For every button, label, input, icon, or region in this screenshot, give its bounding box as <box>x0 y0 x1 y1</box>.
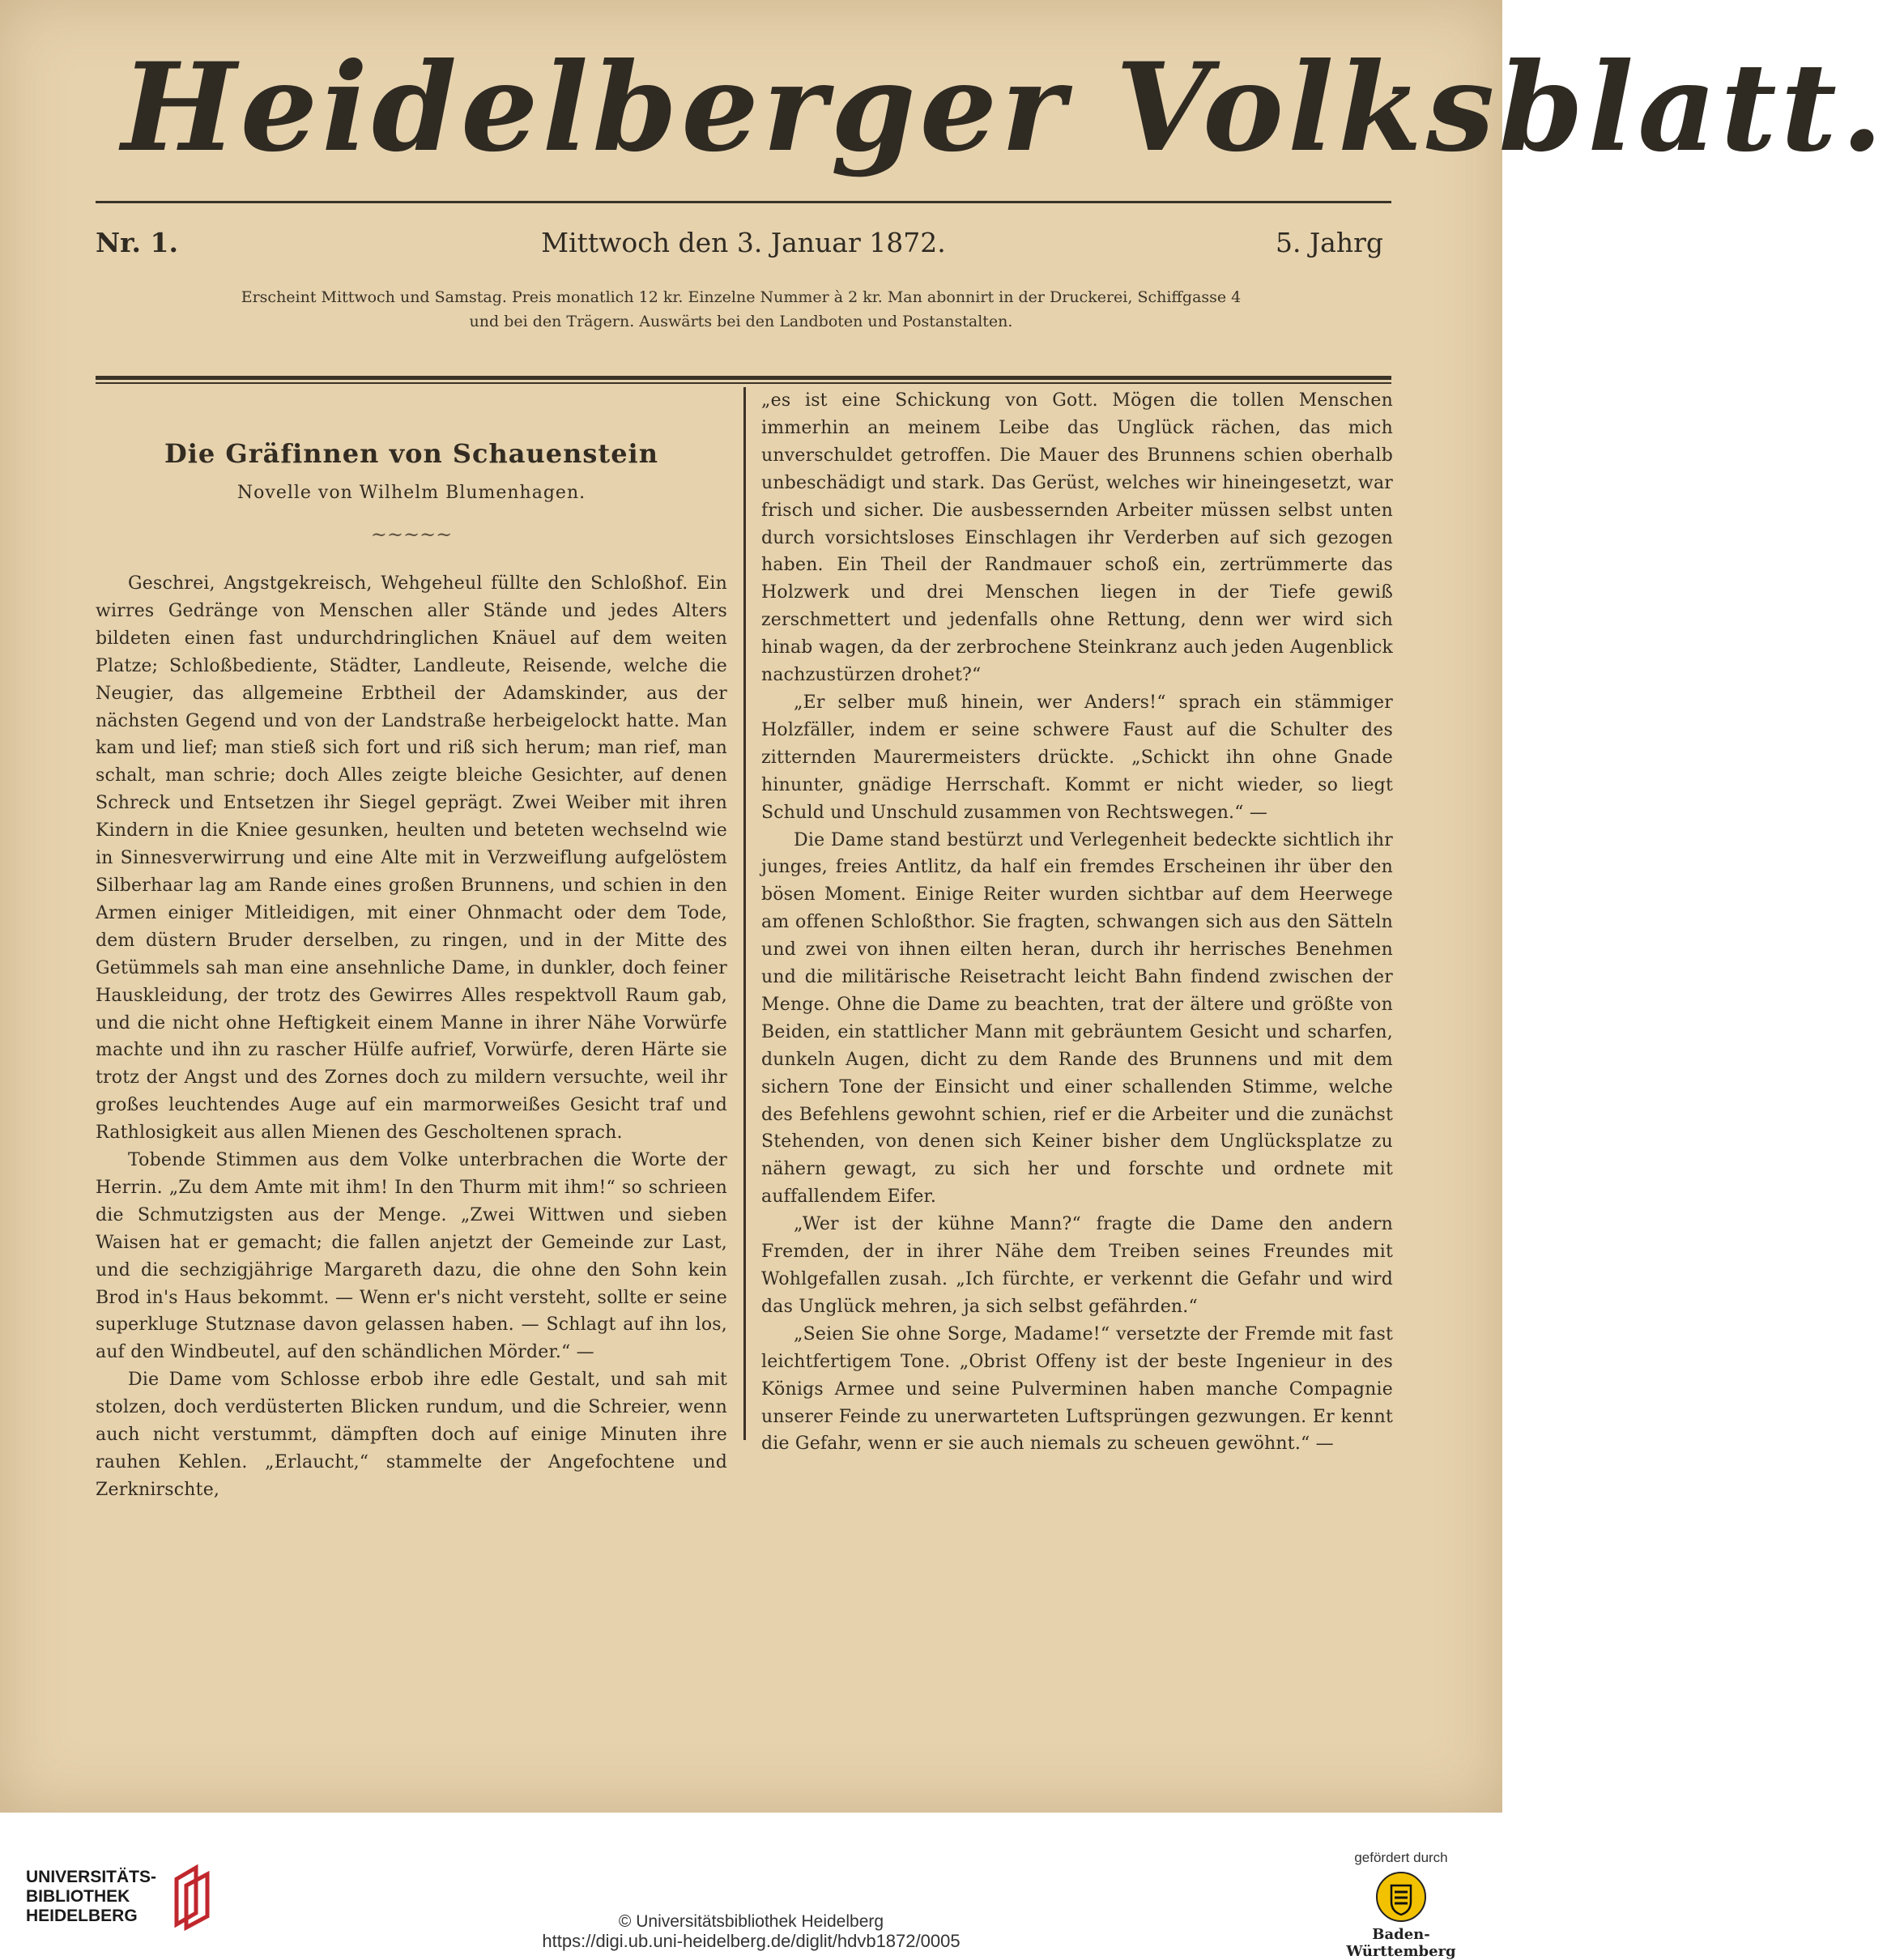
header-double-rule <box>96 376 1391 380</box>
logo-line: HEIDELBERG <box>26 1907 138 1925</box>
masthead-rule <box>96 201 1391 203</box>
paragraph: „Er selber muß hinein, wer Anders!“ sprach ein stämmiger Holzfäller, indem er seine schwere Faust auf die Schulter des zitternden Maurermeisters drückte. „Schickt ihn ohne Gnade hinunter, gnädige Herrschaft. Kommt er nicht wieder, so liegt Schuld und Unschuld zusammen von Rechtswegen.“ — <box>761 692 1393 823</box>
paragraph: „Seien Sie ohne Sorge, Madame!“ versetzte der Fremde mit fast leichtfertigem Tone. „Obrist Offeny ist der beste Ingenieur in des Königs Armee und seine Pulverminen haben manche Compagnie unserer Feinde zu unerwarteten Luftsprüngen gezwungen. Er kennt die Gefahr, wenn er sie auch niemals zu scheuen gewöhnt.“ — <box>761 1323 1393 1455</box>
copyright-notice: © Universitätsbibliothek Heidelberg <box>618 1912 884 1931</box>
subscription-line-2: und bei den Trägern. Auswärts bei den Landboten und Postanstalten. <box>469 313 1013 330</box>
right-column <box>761 387 1393 1458</box>
paragraph: Geschrei, Angstgekreisch, Wehgeheul füllte den Schloßhof. Ein wirres Gedränge von Menschen aller Stände und jedes Alters bildeten einen fast undurchdringlichen Knäuel auf dem weiten Platze; Schloßbediente, Städter, Landleute, Reisende, welche die Neugier, das allgemeine Erbtheil der Adamskinder, aus der nächsten Gegend und von der Landstraße herbeigelockt hatte. Man kam und lief; man stieß sich fort und riß sich herum; man rief, man schalt, man schrie; doch Alles zeigte bleiche Gesichter, auf denen Schreck und Entsetzen ihr Siegel geprägt. Zwei Weiber mit ihren Kindern in die Kniee gesunken, heulten und beteten wechselnd wie in Sinnesverwirrung und eine Alte mit in Verzweiflung aufgelöstem Silberhaar lag am Rande eines großen Brunnens, und schien in den Armen einiger Mitleidigen, mit einer Ohnmacht oder dem Tode, dem düstern Bruder derselben, zu ringen, und in der Mitte des Getümmels sah man eine ansehnliche Dame, in dunkler, doch feiner Hauskleidung, der trotz des Gewirres Alles respektvoll Raum gab, und die nicht ohne Heftigkeit einem Manne in ihrer Nähe Vorwürfe machte und ihn zu rascher Hülfe aufrief, Vorwürfe, deren Härte sie trotz der Angst und des Zornes doch zu mildern versuchte, weil ihr großes leuchtendes Auge auf ein marmorweißes Gesicht traf und Rathlosigkeit aus allen Mienen des Gescholtenen sprach. <box>96 573 727 1144</box>
paragraph: „Wer ist der kühne Mann?“ fragte die Dame den andern Fremden, der in ihrer Nähe dem Treiben seines Freundes mit Wohlgefallen zusah. „Ich fürchte, er verkennt die Gefahr und wird das Unglück mehren, ja sich selbst gefährden.“ <box>761 1214 1393 1317</box>
masthead-title: Heidelberger Volksblatt. <box>121 36 1887 179</box>
ornament-divider: ~~~~~ <box>370 523 453 546</box>
coat-of-arms-icon <box>1375 1871 1427 1923</box>
sponsor-label: gefördert durch <box>1354 1850 1448 1865</box>
right-column-body <box>761 387 1393 1458</box>
paragraph: Die Dame stand bestürzt und Verlegenheit bedeckte sichtlich ihr junges, freies Antlitz, da half ein fremdes Erscheinen ihr über den bösen Moment. Einige Reiter wurden sichtbar auf dem Heerwege am offenen Schloßthor. Sie fragten, schwangen sich aus den Sätteln und zwei von ihnen eilten heran, durch ihr herrisches Benehmen und die militärische Reisetracht leicht Bahn findend zwischen der Menge. Ohne die Dame zu beachten, trat der ältere und größte von Beiden, ein stattlicher Mann mit gebräuntem Gesicht und scharfen, dunkeln Augen, dicht zu dem Rande des Brunnens und mit dem sichern Tone der Einsicht und einer schallenden Stimme, welche des Befehlens gewohnt schien, rief er die Arbeiter und die zunächst Stehenden, von denen sich Keiner bisher dem Unglücksplatze zu nähern gewagt, zu sich her und forschte und ordnete mit auffallendem Eifer. <box>761 829 1393 1208</box>
article-byline: Novelle von Wilhelm Blumenhagen. <box>236 483 586 503</box>
paragraph: Tobende Stimmen aus dem Volke unterbrachen die Worte der Herrin. „Zu dem Amte mit ihm! In den Thurm mit ihm!“ so schrieen die Schmutzigsten aus der Menge. „Zwei Wittwen und sieben Waisen hat er gemacht; die fallen anjetzt der Gemeinde zur Last, und die sechzigjährige Margareth dazu, die ohne den Sohn kein Brod in's Haus bekommt. — Wenn er's nicht versteht, sollte er seine superkluge Stutznase davon gelassen haben. — Schlagt auf ihn los, auf den Windbeutel, auf den schändlichen Mörder.“ — <box>96 1150 727 1363</box>
paragraph: Die Dame vom Schlosse erbob ihre edle Gestalt, und sah mit stolzen, doch verdüsterten Blicken rundum, und die Schreier, wenn auch nicht verstummt, dämpften doch auf einige Minuten ihre rauhen Kehlen. „Erlaucht,“ stammelte der Angefochtene und Zerknirschte, <box>96 1370 727 1500</box>
permalink-url[interactable]: https://digi.ub.uni-heidelberg.de/diglit/hdvb1872/0005 <box>542 1931 961 1951</box>
article-title: Die Gräfinnen von Schauenstein <box>164 438 658 469</box>
logo-line: BIBLIOTHEK <box>26 1887 130 1906</box>
issue-date: Mittwoch den 3. Januar 1872. <box>541 227 946 258</box>
volume-year: 5. Jahrg <box>1275 227 1383 258</box>
left-column <box>96 387 727 1504</box>
subscription-line-1: Erscheint Mittwoch und Samstag. Preis monatlich 12 kr. Einzelne Nummer à 2 kr. Man abonnirt in der Druckerei, Schiffgasse 4 <box>241 288 1242 306</box>
dateline <box>96 219 1391 267</box>
sponsor-name: Baden-Württemberg <box>1346 1926 1456 1960</box>
left-column-body <box>96 570 727 1504</box>
issue-number: Nr. 1. <box>96 227 178 258</box>
sponsor-logo[interactable] <box>1320 1850 1482 1960</box>
column-divider <box>743 387 746 1440</box>
subscription-info <box>89 285 1393 334</box>
paragraph: „es ist eine Schickung von Gott. Mögen die tollen Menschen immerhin an meinem Leibe das Unglück rächen, das mich unverschuldet getroffen. Die Mauer des Brunnens schien oberhalb unbeschädigt und stark. Das Gerüst, welches wir hineingesetzt, war frisch und sicher. Die ausbessernden Arbeiter müssen selbst unten durch vorsichtsloses Einschlagen ihr Verderben auf sich gezogen haben. Ein Theil der Randmauer schoß ein, zertrümmerte das Holzwerk und drei Menschen liegen in der Tiefe gewiß zerschmettert und jedenfalls ohne Rettung, denn wer wird sich hinab wagen, da der zerbrochene Steinkranz auch jeden Augenblick nachzustürzen drohet?“ <box>761 390 1393 686</box>
logo-line: UNIVERSITÄTS- <box>26 1868 157 1886</box>
header-thin-rule <box>96 382 1391 384</box>
library-footer <box>0 1813 1502 1960</box>
